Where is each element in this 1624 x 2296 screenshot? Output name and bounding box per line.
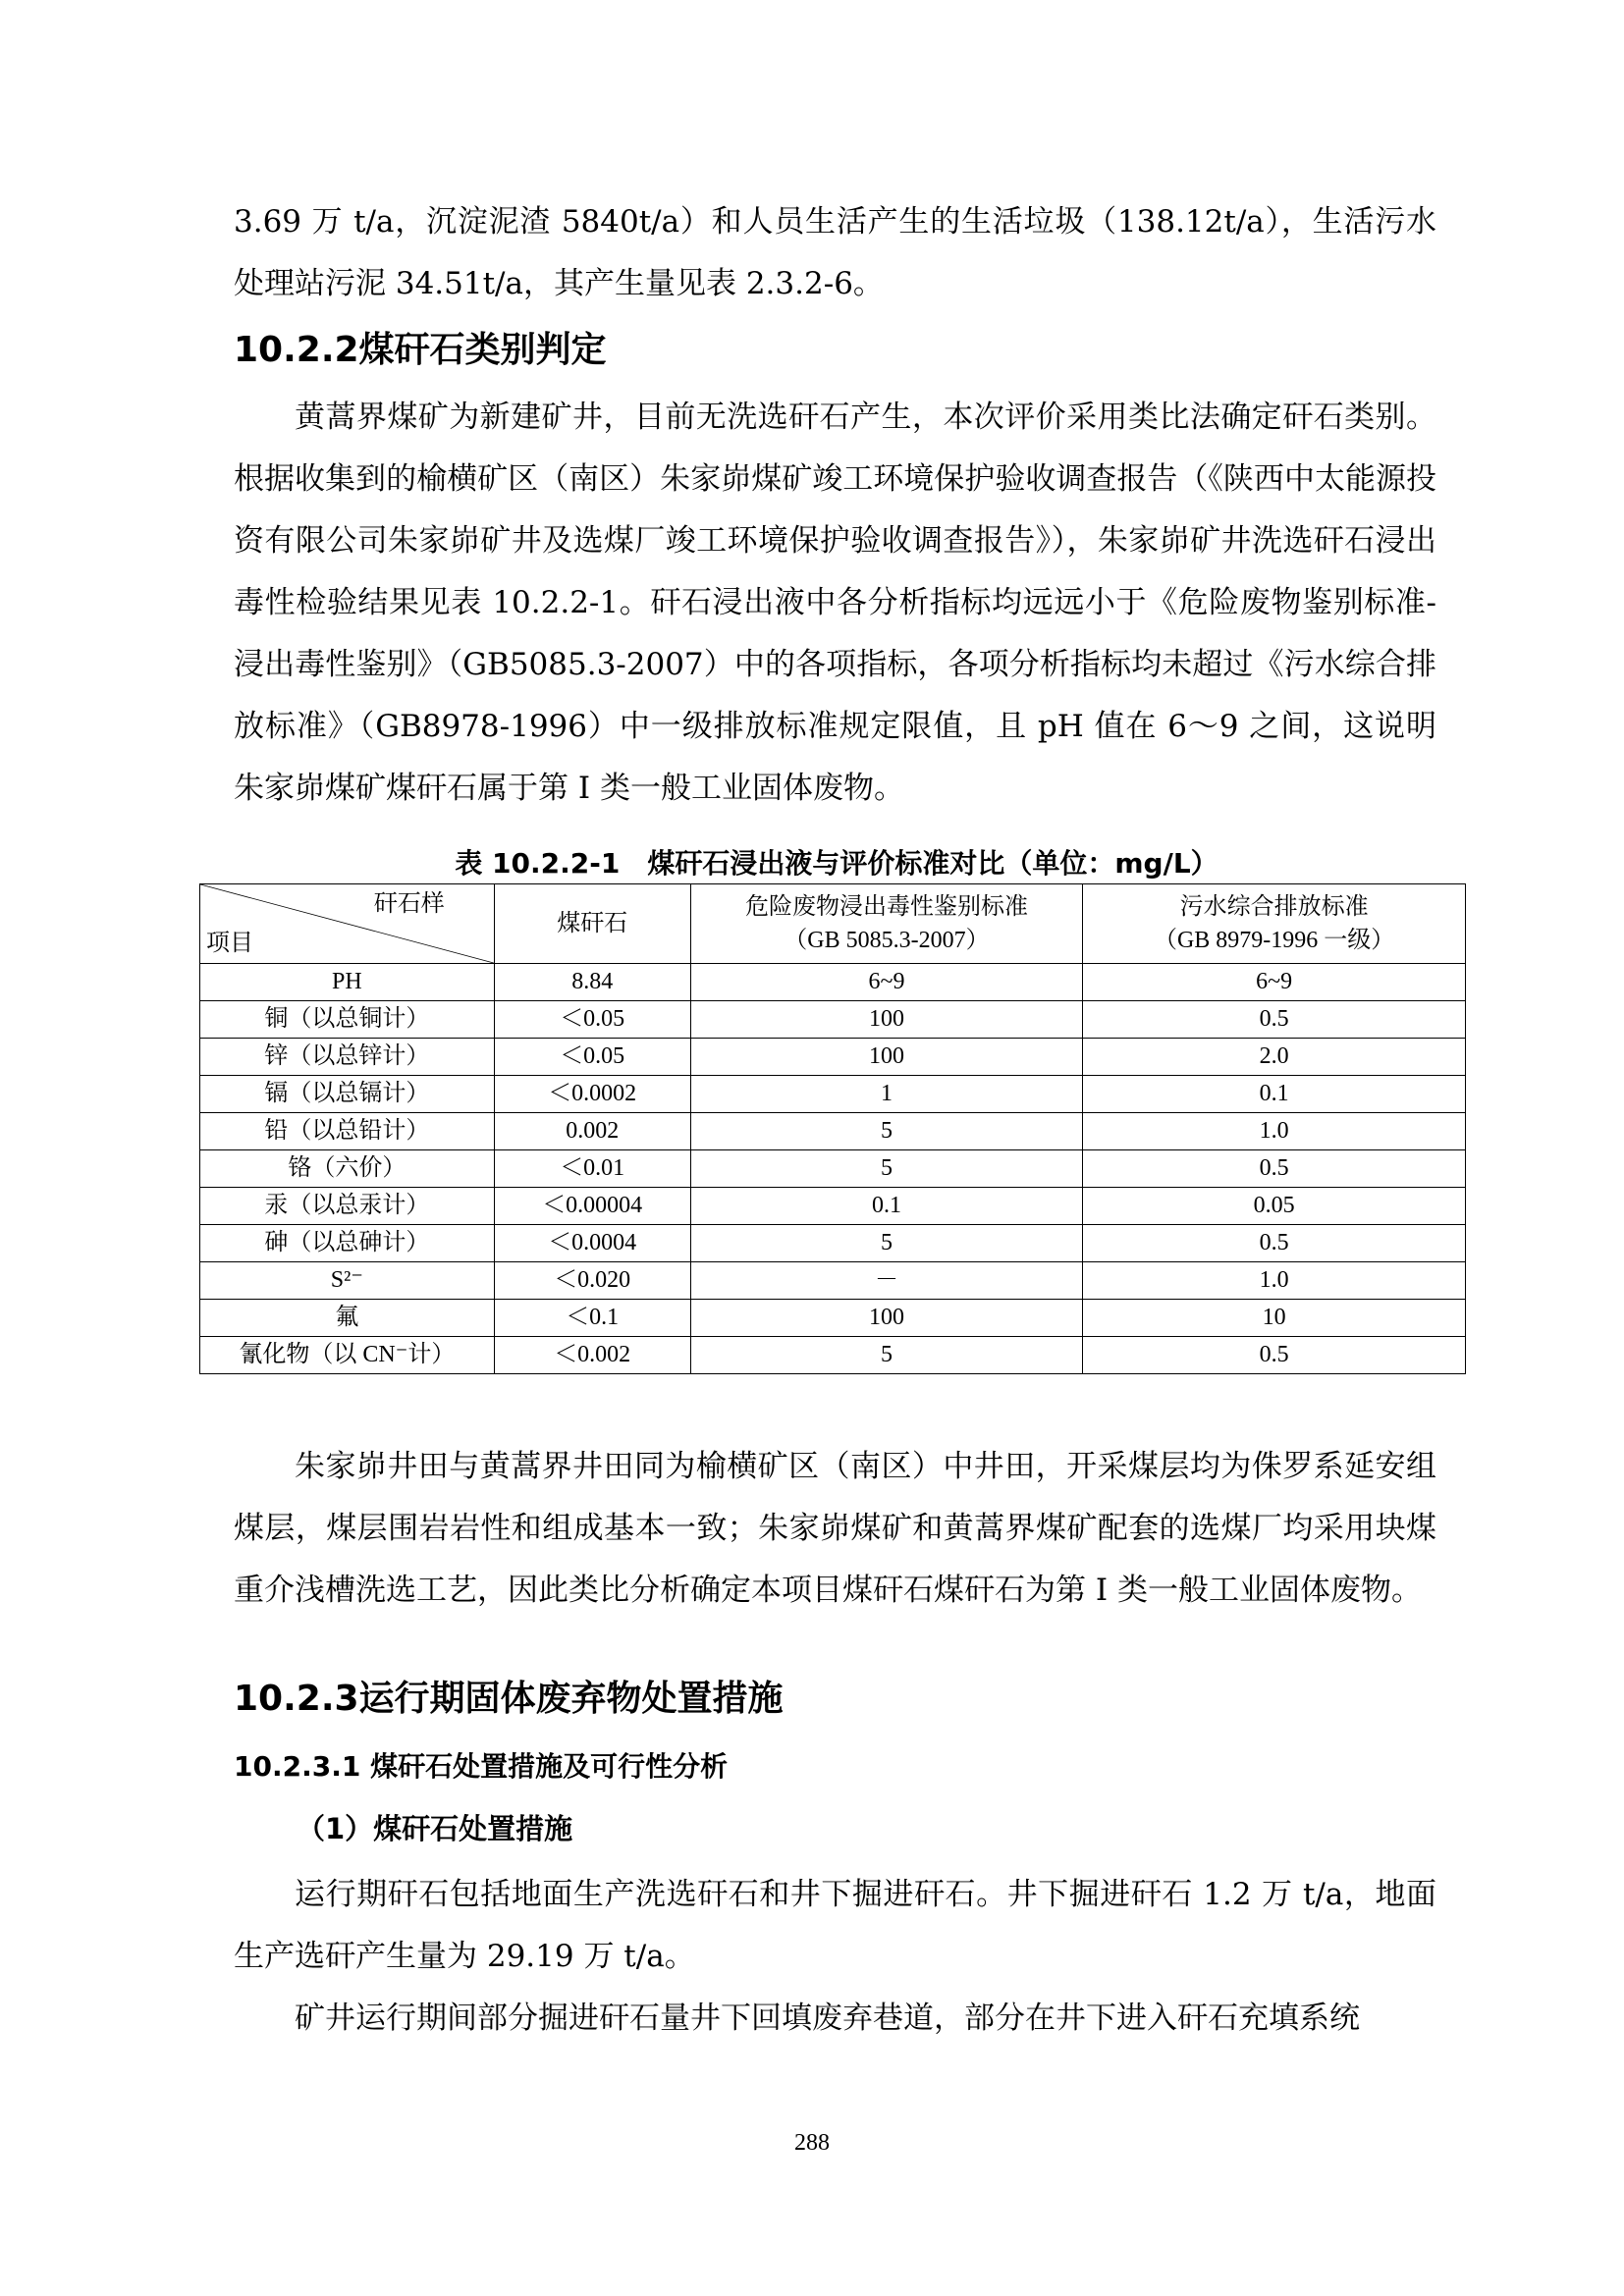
table-body <box>200 964 1466 1374</box>
cell-sewage-limit: 0.5 <box>1083 1337 1466 1374</box>
cell-item: 汞（以总汞计） <box>200 1188 495 1225</box>
cell-item: 铅（以总铅计） <box>200 1113 495 1150</box>
leachate-comparison-table <box>199 883 1466 1374</box>
table-row <box>200 1337 1466 1374</box>
cell-sewage-limit: 0.5 <box>1083 1150 1466 1188</box>
paragraph-classification: 黄蒿界煤矿为新建矿井，目前无洗选矸石产生，本次评价采用类比法确定矸石类别。根据收集到的榆横矿区（南区）朱家峁煤矿竣工环境保护验收调查报告（《陕西中太能源投资有限公司朱家峁矿井及选煤厂竣工环境保护验收调查报告》），朱家峁矿井洗选矸石浸出毒性检验结果见表 10.2.2-1。矸石浸出液中各分析指标均远远小于《危险废物鉴别标准-浸出毒性鉴别》（GB5085.3-2007）中的各项指标，各项分析指标均未超过《污水综合排放标准》（GB8978-1996）中一级排放标准规定限值，且 pH 值在 6～9 之间，这说明朱家峁煤矿煤矸石属于第 I 类一般工业固体废物。 <box>234 400 1436 806</box>
table-row <box>200 1300 1466 1337</box>
cell-coal-gangue: 0.002 <box>494 1113 690 1150</box>
cell-coal-gangue: ＜0.0002 <box>494 1076 690 1113</box>
cell-item: 砷（以总砷计） <box>200 1225 495 1262</box>
table-row <box>200 1039 1466 1076</box>
cell-coal-gangue: ＜0.0004 <box>494 1225 690 1262</box>
cell-sewage-limit: 0.05 <box>1083 1188 1466 1225</box>
diagonal-header-cell <box>200 884 495 964</box>
cell-hazardous-limit: 100 <box>690 1039 1083 1076</box>
sewage-standard-name: 污水综合排放标准 <box>1179 894 1369 920</box>
section-heading-10-2-3: 10.2.3运行期固体废弃物处置措施 <box>234 1679 784 1719</box>
table-header-row <box>200 884 1466 964</box>
table-row <box>200 1262 1466 1300</box>
hazardous-standard-code: （GB 5085.3-2007） <box>784 928 990 953</box>
cell-hazardous-limit: 5 <box>690 1150 1083 1188</box>
cell-item: 镉（以总镉计） <box>200 1076 495 1113</box>
cell-hazardous-limit: － <box>690 1262 1083 1300</box>
column-header-coal-gangue: 煤矸石 <box>494 884 690 964</box>
cell-coal-gangue: ＜0.05 <box>494 1001 690 1039</box>
table-row <box>200 964 1466 1001</box>
hazardous-standard-name: 危险废物浸出毒性鉴别标准 <box>744 894 1028 920</box>
paragraph-intro: 3.69 万 t/a，沉淀泥渣 5840t/a）和人员生活产生的生活垃圾（138.12t/a），生活污水处理站污泥 34.51t/a，其产生量见表 2.3.2-6。 <box>234 204 1436 301</box>
cell-hazardous-limit: 0.1 <box>690 1188 1083 1225</box>
cell-sewage-limit: 6~9 <box>1083 964 1466 1001</box>
sewage-standard-code: （GB 8979-1996 一级） <box>1153 928 1395 953</box>
paragraph-gangue-sources: 运行期矸石包括地面生产洗选矸石和井下掘进矸石。井下掘进矸石 1.2 万 t/a，地面生产选矸产生量为 29.19 万 t/a。 <box>234 1877 1436 1974</box>
cell-hazardous-limit: 5 <box>690 1113 1083 1150</box>
table-caption: 表 10.2.2-1 煤矸石浸出液与评价标准对比（单位：mg/L） <box>455 847 1218 880</box>
cell-sewage-limit: 0.1 <box>1083 1076 1466 1113</box>
table-row <box>200 1150 1466 1188</box>
cell-sewage-limit: 2.0 <box>1083 1039 1466 1076</box>
table-row <box>200 1188 1466 1225</box>
cell-item: S²⁻ <box>200 1262 495 1300</box>
cell-sewage-limit: 10 <box>1083 1300 1466 1337</box>
column-header-hazardous-standard <box>690 884 1083 964</box>
cell-item: 锌（以总锌计） <box>200 1039 495 1076</box>
column-header-sewage-standard <box>1083 884 1466 964</box>
cell-coal-gangue: ＜0.00004 <box>494 1188 690 1225</box>
corner-label-sample: 矸石样 <box>373 891 445 917</box>
cell-hazardous-limit: 6~9 <box>690 964 1083 1001</box>
subsection-heading-10-2-3-1: 10.2.3.1 煤矸石处置措施及可行性分析 <box>234 1750 729 1783</box>
cell-item: 氰化物（以 CN⁻计） <box>200 1337 495 1374</box>
cell-item: 氟 <box>200 1300 495 1337</box>
table-row <box>200 1113 1466 1150</box>
table-row <box>200 1225 1466 1262</box>
paragraph-analogy: 朱家峁井田与黄蒿界井田同为榆横矿区（南区）中井田，开采煤层均为侏罗系延安组煤层，煤层围岩岩性和组成基本一致；朱家峁煤矿和黄蒿界煤矿配套的选煤厂均采用块煤重介浅槽洗选工艺，因此类比分析确定本项目煤矸石煤矸石为第 I 类一般工业固体废物。 <box>234 1449 1436 1608</box>
cell-coal-gangue: ＜0.01 <box>494 1150 690 1188</box>
table-row <box>200 1076 1466 1113</box>
cell-hazardous-limit: 100 <box>690 1001 1083 1039</box>
cell-coal-gangue: ＜0.05 <box>494 1039 690 1076</box>
cell-item: PH <box>200 964 495 1001</box>
cell-item: 铬（六价） <box>200 1150 495 1188</box>
paragraph-gangue-backfill: 矿井运行期间部分掘进矸石量井下回填废弃巷道，部分在井下进入矸石充填系统 <box>295 2001 1360 2036</box>
cell-hazardous-limit: 1 <box>690 1076 1083 1113</box>
cell-hazardous-limit: 5 <box>690 1337 1083 1374</box>
cell-sewage-limit: 0.5 <box>1083 1225 1466 1262</box>
cell-sewage-limit: 0.5 <box>1083 1001 1466 1039</box>
cell-coal-gangue: ＜0.020 <box>494 1262 690 1300</box>
page-number: 288 <box>794 2130 830 2156</box>
cell-item: 铜（以总铜计） <box>200 1001 495 1039</box>
corner-label-item: 项目 <box>206 931 253 956</box>
cell-coal-gangue: ＜0.1 <box>494 1300 690 1337</box>
cell-coal-gangue: 8.84 <box>494 964 690 1001</box>
cell-sewage-limit: 1.0 <box>1083 1262 1466 1300</box>
section-heading-10-2-2: 10.2.2煤矸石类别判定 <box>234 330 607 370</box>
table-row <box>200 1001 1466 1039</box>
cell-hazardous-limit: 100 <box>690 1300 1083 1337</box>
cell-coal-gangue: ＜0.002 <box>494 1337 690 1374</box>
cell-hazardous-limit: 5 <box>690 1225 1083 1262</box>
cell-sewage-limit: 1.0 <box>1083 1113 1466 1150</box>
item-heading-gangue-disposal: （1）煤矸石处置措施 <box>297 1812 573 1845</box>
